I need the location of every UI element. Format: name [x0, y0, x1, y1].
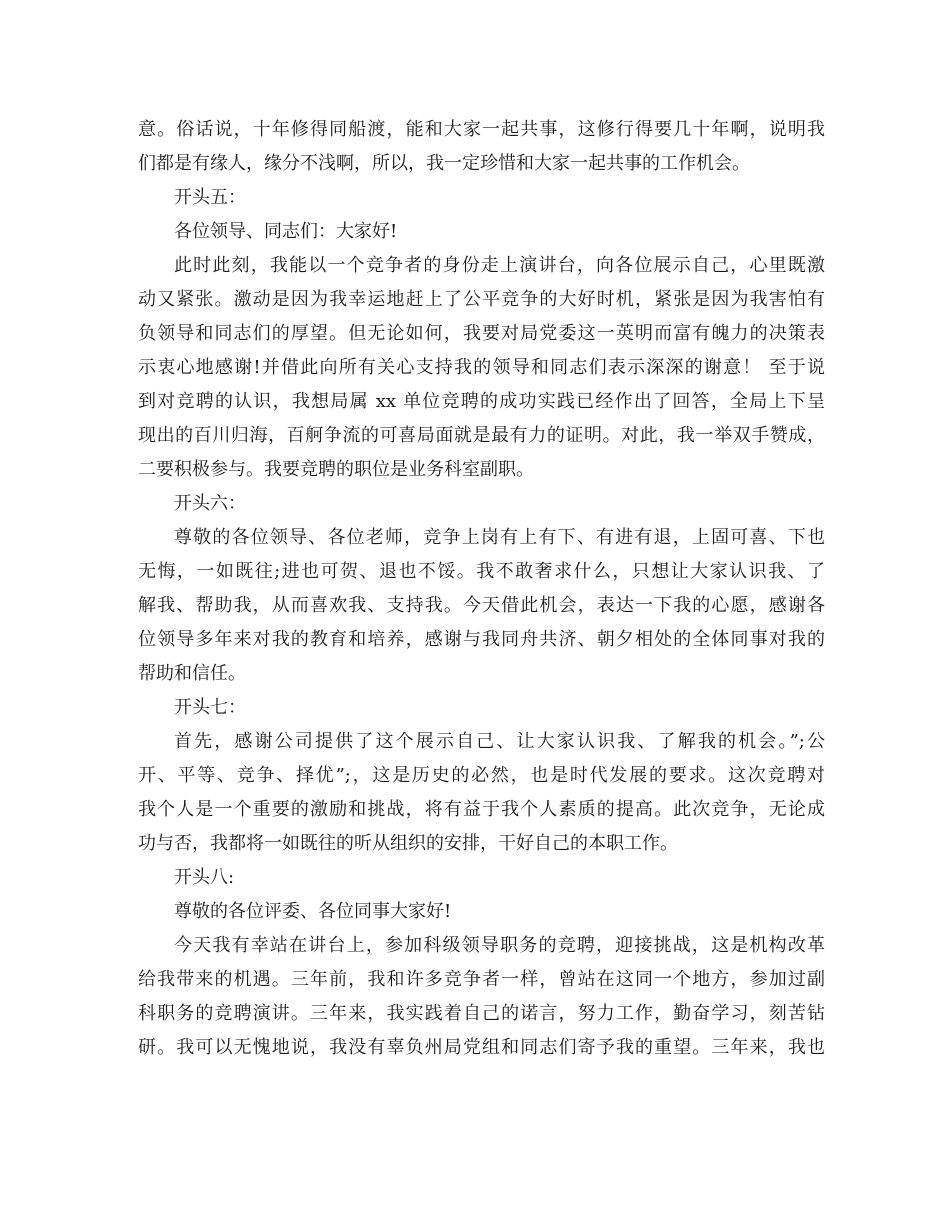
text-line: 开、平等、竞争、择优”;，这是历史的必然，也是时代发展的要求。这次竞聘对 [138, 765, 825, 786]
text-line: 此时此刻，我能以一个竞争者的身份走上演讲台，向各位展示自己，心里既激 [174, 255, 825, 276]
text-line: 到对竞聘的认识，我想局属 xx 单位竞聘的成功实践已经作出了回答，全局上下呈 [138, 391, 825, 412]
text-line: 意。俗话说，十年修得同船渡，能和大家一起共事，这修行得要几十年啊，说明我 [138, 119, 825, 140]
text-line: 二要积极参与。我要竞聘的职位是业务科室副职。 [138, 459, 534, 480]
text-line: 今天我有幸站在讲台上，参加科级领导职务的竞聘，迎接挑战，这是机构改革 [174, 935, 825, 956]
text-line: 开头五： [174, 187, 246, 208]
text-line: 解我、帮助我，从而喜欢我、支持我。今天借此机会，表达一下我的心愿，感谢各 [138, 595, 825, 616]
text-line: 位领导多年来对我的教育和培养，感谢与我同舟共济、朝夕相处的全体同事对我的 [138, 629, 825, 650]
document-body [138, 113, 825, 1065]
text-line: 开头六： [174, 493, 246, 514]
text-line: 科职务的竞聘演讲。三年来，我实践着自己的诺言，努力工作，勤奋学习，刻苦钻 [138, 1003, 825, 1024]
text-line: 负领导和同志们的厚望。但无论如何，我要对局党委这一英明而富有魄力的决策表 [138, 323, 825, 344]
text-line: 动又紧张。激动是因为我幸运地赶上了公平竞争的大好时机，紧张是因为我害怕有 [138, 289, 825, 310]
text-line: 首先，感谢公司提供了这个展示自己、让大家认识我、了解我的机会。”;公 [174, 731, 825, 752]
text-line: 无悔，一如既往;进也可贺、退也不馁。我不敢奢求什么，只想让大家认识我、了 [138, 561, 825, 582]
text-line: 帮助和信任。 [138, 663, 246, 684]
text-line: 开头八: [174, 867, 235, 888]
text-line: 开头七： [174, 697, 246, 718]
text-line: 给我带来的机遇。三年前，我和许多竞争者一样，曾站在这同一个地方，参加过副 [138, 969, 825, 990]
text-line: 尊敬的各位评委、各位同事大家好! [174, 901, 452, 922]
text-line: 各位领导、同志们：大家好! [174, 221, 398, 242]
text-line: 我个人是一个重要的激励和挑战，将有益于我个人素质的提高。此次竞争，无论成 [138, 799, 825, 820]
text-line: 示衷心地感谢!并借此向所有关心支持我的领导和同志们表示深深的谢意！ 至于说 [138, 357, 825, 378]
text-line: 现出的百川归海，百舸争流的可喜局面就是最有力的证明。对此，我一举双手赞成， [138, 425, 825, 446]
text-line: 研。我可以无愧地说，我没有辜负州局党组和同志们寄予我的重望。三年来，我也 [138, 1037, 825, 1058]
text-line: 功与否，我都将一如既往的听从组织的安排，干好自己的本职工作。 [138, 833, 678, 854]
text-line: 们都是有缘人，缘分不浅啊，所以，我一定珍惜和大家一起共事的工作机会。 [138, 153, 750, 174]
text-line: 尊敬的各位领导、各位老师，竞争上岗有上有下、有进有退，上固可喜、下也 [174, 527, 825, 548]
